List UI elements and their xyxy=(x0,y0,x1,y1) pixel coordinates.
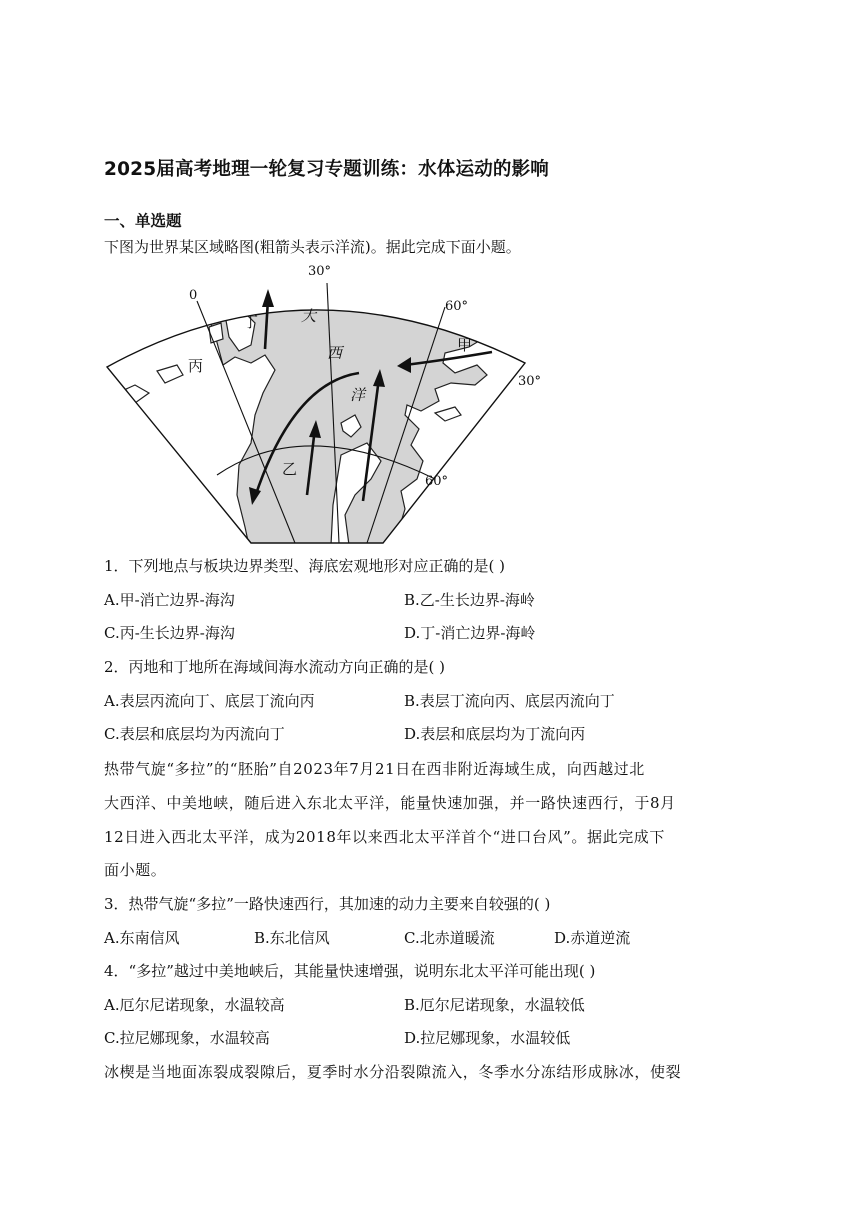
passage-line: 12日进入西北太平洋，成为2018年以来西北太平洋首个“进口台风”。据此完成下 xyxy=(104,828,666,846)
map-label-0: 0 xyxy=(189,288,198,303)
answer-option: C.表层和底层均为丙流向丁 xyxy=(104,725,285,743)
map-land-ireland xyxy=(209,323,223,343)
answer-option: A.表层丙流向丁、底层丁流向丙 xyxy=(104,692,315,710)
map-figure xyxy=(105,264,542,545)
answer-option: C.丙-生长边界-海沟 xyxy=(104,624,235,642)
passage-line: 大西洋、中美地峡，随后进入东北太平洋，能量快速加强，并一路快速西行，于8月 xyxy=(104,794,676,812)
answer-option: C.北赤道暖流 xyxy=(404,929,495,947)
answer-option: B.乙-生长边界-海岭 xyxy=(404,591,535,609)
map-ocean-char: 大 xyxy=(301,307,317,325)
map-ocean-char: 西 xyxy=(327,344,343,362)
passage-line: 热带气旋“多拉”的“胚胎”自2023年7月21日在西非附近海域生成，向西越过北 xyxy=(104,760,645,778)
page-title: 2025届高考地理一轮复习专题训练：水体运动的影响 xyxy=(104,159,549,180)
answer-option: C.拉尼娜现象，水温较高 xyxy=(104,1029,270,1047)
map-label-60-bottom: 60° xyxy=(425,474,449,489)
answer-option: A.甲-消亡边界-海沟 xyxy=(104,591,235,609)
answer-option: A.厄尔尼诺现象，水温较高 xyxy=(104,996,285,1014)
arrow-head xyxy=(262,289,274,307)
answer-option: D.赤道逆流 xyxy=(554,929,631,947)
question-intro: 下图为世界某区域略图(粗箭头表示洋流)。据此完成下面小题。 xyxy=(104,238,521,256)
passage-line: 冰楔是当地面冻裂成裂隙后，夏季时水分沿裂隙流入，冬季水分冻结形成脉冰，使裂 xyxy=(104,1063,682,1081)
answer-option: B.东北信风 xyxy=(254,929,330,947)
question-stem: 3．热带气旋“多拉”一路快速西行，其加速的动力主要来自较强的( ) xyxy=(104,895,551,913)
answer-option: A.东南信风 xyxy=(104,929,180,947)
section-heading: 一、单选题 xyxy=(104,212,182,230)
map-label-bing: 丙 xyxy=(188,357,204,375)
answer-option: B.厄尔尼诺现象，水温较低 xyxy=(404,996,585,1014)
map-ocean-char: 洋 xyxy=(350,386,366,404)
answer-option: D.拉尼娜现象，水温较低 xyxy=(404,1029,571,1047)
answer-option: D.丁-消亡边界-海岭 xyxy=(404,624,536,642)
answer-option: D.表层和底层均为丁流向丙 xyxy=(404,725,586,743)
map-label-60-top: 60° xyxy=(445,299,469,314)
map-label-jia: 甲 xyxy=(457,336,473,354)
map-label-yi: 乙 xyxy=(282,460,298,478)
question-stem: 4．“多拉”越过中美地峡后，其能量快速增强，说明东北太平洋可能出现( ) xyxy=(104,962,596,980)
question-stem: 1．下列地点与板块边界类型、海底宏观地形对应正确的是( ) xyxy=(104,557,506,575)
passage-line: 面小题。 xyxy=(104,861,167,879)
map-label-30-top: 30° xyxy=(308,264,332,279)
question-stem: 2．丙地和丁地所在海域间海水流动方向正确的是( ) xyxy=(104,658,446,676)
answer-option: B.表层丁流向丙、底层丙流向丁 xyxy=(404,692,615,710)
map-label-30-right: 30° xyxy=(518,374,542,389)
map-label-ding: 丁 xyxy=(243,313,259,331)
